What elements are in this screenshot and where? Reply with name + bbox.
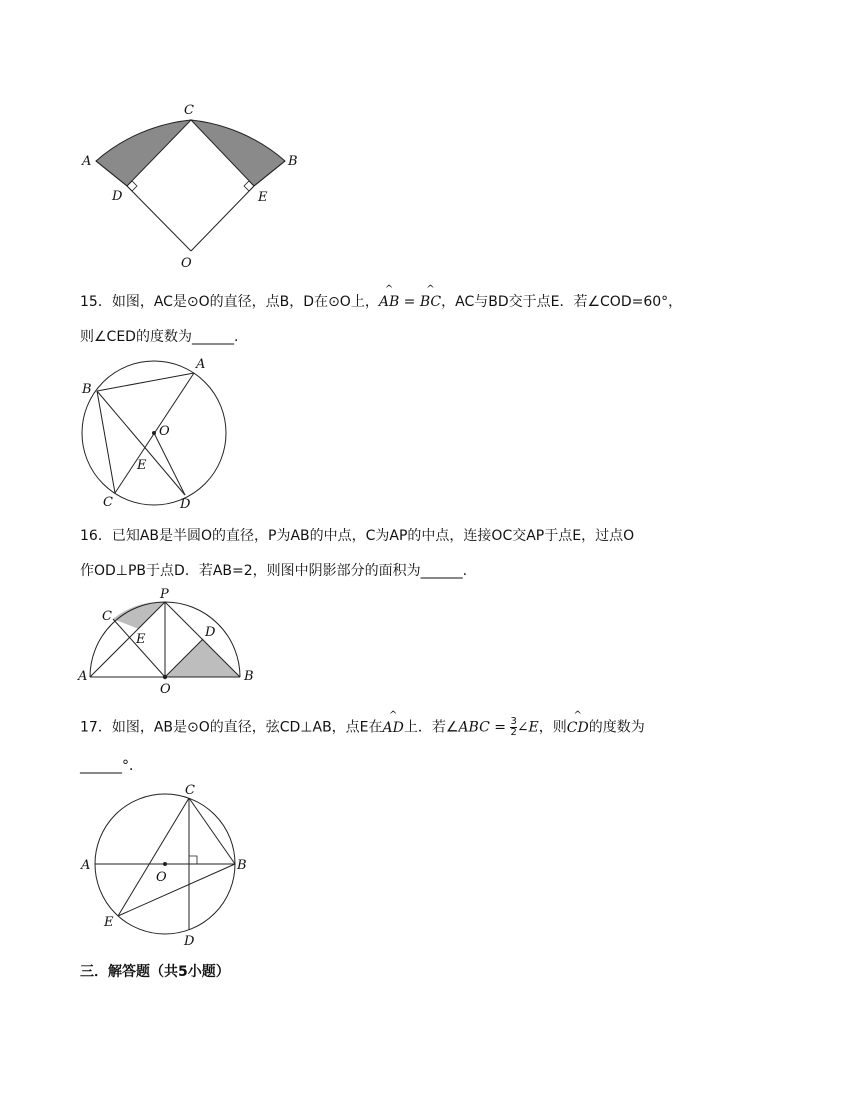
arc-ab: ^ AB: [378, 284, 400, 310]
label-o: O: [181, 256, 192, 271]
question-15-line-2: 则∠CED的度数为______.: [80, 329, 239, 345]
segment-eb: [118, 864, 235, 916]
shaded-region-right: [191, 120, 285, 186]
label-e: E: [137, 458, 147, 473]
right-angle-mark: [189, 856, 197, 864]
question-16-line-2: 作OD⊥PB于点D．若AB=2，则图中阴影部分的面积为______.: [80, 563, 468, 579]
arc-bc: ^ BC: [419, 284, 442, 310]
figure-q16: [70, 585, 270, 695]
segment-ba: [97, 373, 194, 391]
label-o: O: [160, 682, 171, 695]
label-c: C: [185, 783, 195, 798]
label-o: O: [156, 870, 167, 885]
question-17-line-2: ______°．: [80, 758, 143, 774]
segment-cb: [189, 798, 235, 864]
question-17-text-a: 17．如图，AB是⊙O的直径，弦CD⊥AB，点E在: [80, 719, 383, 736]
segment-ec: [118, 798, 189, 916]
label-a: A: [82, 154, 92, 169]
segment-oe: [191, 186, 254, 251]
question-17-line-1: [80, 709, 645, 738]
center-point-o: [163, 675, 167, 679]
label-a: A: [81, 858, 91, 873]
question-15-text-b: ，AC与BD交于点E．若∠COD=60°，: [441, 294, 683, 310]
label-d: D: [184, 934, 195, 949]
question-17-text-c: ，则: [538, 719, 567, 736]
equals-sign: =: [489, 719, 511, 736]
angle-abc: ABC: [458, 719, 490, 736]
shaded-region-left: [96, 120, 191, 186]
fraction-three-halves: $\frac{3}{2}$: [510, 716, 517, 738]
question-15-line-1: [80, 284, 683, 312]
label-b: B: [288, 154, 298, 169]
label-b: B: [237, 858, 247, 873]
label-b: B: [244, 669, 254, 684]
label-e: E: [136, 632, 146, 647]
arc-ad: ^ AD: [382, 709, 404, 736]
label-c: C: [102, 609, 112, 624]
label-a: A: [196, 357, 206, 372]
question-15-text-a: 如图，AC是⊙O的直径，点B，D在⊙O上，: [111, 294, 379, 310]
center-point-o: [152, 431, 156, 435]
label-a: A: [78, 669, 88, 684]
figure-q14: [70, 95, 310, 275]
label-c: C: [103, 495, 113, 510]
question-15-number: 15．: [80, 294, 112, 310]
label-d: D: [180, 497, 191, 512]
label-o: O: [159, 424, 170, 439]
label-c: C: [184, 103, 194, 118]
label-p: P: [160, 587, 169, 602]
label-b: B: [82, 382, 92, 397]
label-e: E: [104, 915, 114, 930]
shaded-region-right: [165, 639, 240, 677]
question-17-text-d: 的度数为: [588, 719, 645, 736]
angle-e: ∠E: [516, 719, 539, 736]
question-17-text-b: 上．若∠: [403, 719, 459, 736]
label-d: D: [205, 625, 216, 640]
equals-sign: =: [399, 294, 420, 310]
label-e: E: [258, 190, 268, 205]
section-heading: 三．解答题（共5小题）: [80, 964, 230, 980]
center-point-o: [163, 862, 167, 866]
question-16-line-1: 16．已知AB是半圆O的直径，P为AB的中点，C为AP的中点，连接OC交AP于点E，过点O: [80, 528, 635, 544]
segment-od: [127, 186, 191, 251]
label-d: D: [112, 189, 123, 204]
figure-q15: [70, 350, 240, 515]
figure-q17: [70, 782, 260, 952]
arc-cd: ^ CD: [566, 709, 589, 736]
segment-bc: [97, 391, 115, 493]
